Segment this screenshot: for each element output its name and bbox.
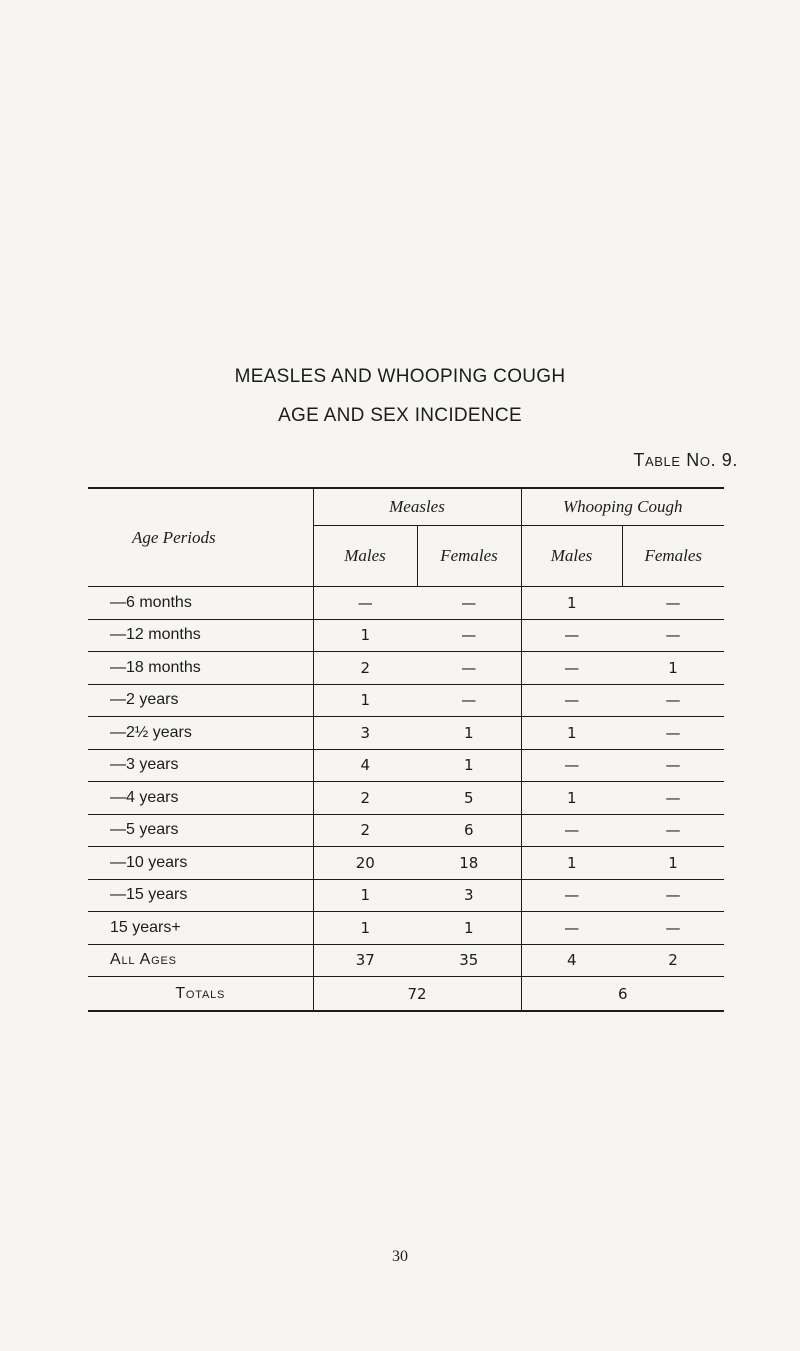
subtitle: AGE AND SEX INCIDENCE [278,405,522,426]
age-period-label: —2 years [88,684,313,717]
table-row [88,619,724,652]
whooping-males-cell: 1 [521,782,622,815]
whooping-females-cell: — [622,814,724,847]
age-period-label: All Ages [88,944,313,977]
measles-females-cell: 3 [417,879,521,912]
table-header-row [88,488,724,526]
measles-males-cell: 1 [313,619,417,652]
measles-females-cell: 1 [417,717,521,750]
whooping-cough-total: 6 [521,977,724,1012]
whooping-males-cell: 1 [521,717,622,750]
age-period-label: —15 years [88,879,313,912]
measles-females-cell: — [417,587,521,620]
age-period-label: —12 months [88,619,313,652]
measles-header: Measles [313,488,521,526]
measles-males-cell: 1 [313,684,417,717]
totals-label: Totals [88,977,313,1012]
whooping-males-cell: 4 [521,944,622,977]
age-period-label: 15 years+ [88,912,313,945]
measles-females-cell: 5 [417,782,521,815]
table-row [88,847,724,880]
whooping-females-cell: — [622,717,724,750]
age-period-label: —10 years [88,847,313,880]
whooping-cough-header: Whooping Cough [521,488,724,526]
whooping-males-cell: 1 [521,847,622,880]
whooping-females-cell: — [622,912,724,945]
whooping-females-cell: 1 [622,847,724,880]
table-row [88,652,724,685]
whooping-females-cell: — [622,749,724,782]
measles-females-cell: 35 [417,944,521,977]
measles-males-cell: 2 [313,782,417,815]
whooping-males-cell: — [521,652,622,685]
incidence-table [88,487,724,1012]
age-period-label: —18 months [88,652,313,685]
table-row [88,814,724,847]
measles-males-cell: 3 [313,717,417,750]
measles-males-cell: 4 [313,749,417,782]
table-row [88,587,724,620]
measles-males-cell: 20 [313,847,417,880]
table-row [88,912,724,945]
whooping-males-cell: — [521,814,622,847]
table-number: Table No. 9. [633,450,738,470]
whooping-males-cell: — [521,749,622,782]
measles-females-header: Females [417,526,521,587]
age-period-label: —6 months [88,587,313,620]
table-row [88,944,724,977]
age-period-label: —2½ years [88,717,313,750]
measles-females-cell: 1 [417,912,521,945]
totals-row [88,977,724,1012]
whooping-males-header: Males [521,526,622,587]
whooping-females-cell: 1 [622,652,724,685]
table-row [88,717,724,750]
measles-males-header: Males [313,526,417,587]
measles-females-cell: 1 [417,749,521,782]
whooping-males-cell: — [521,684,622,717]
measles-males-cell: 1 [313,912,417,945]
whooping-females-cell: — [622,782,724,815]
page-number: 30 [392,1248,408,1265]
measles-males-cell: 2 [313,652,417,685]
whooping-females-cell: — [622,684,724,717]
whooping-males-cell: — [521,879,622,912]
table-row [88,782,724,815]
whooping-females-cell: — [622,879,724,912]
whooping-females-cell: — [622,619,724,652]
whooping-females-header: Females [622,526,724,587]
age-period-label: —4 years [88,782,313,815]
age-periods-header: Age Periods [88,488,313,587]
age-period-label: —5 years [88,814,313,847]
main-title: MEASLES AND WHOOPING COUGH [234,366,566,387]
table-row [88,749,724,782]
whooping-males-cell: 1 [521,587,622,620]
whooping-males-cell: — [521,619,622,652]
measles-females-cell: 6 [417,814,521,847]
measles-females-cell: — [417,619,521,652]
measles-males-cell: 1 [313,879,417,912]
whooping-females-cell: — [622,587,724,620]
measles-males-cell: 2 [313,814,417,847]
table-row [88,879,724,912]
measles-females-cell: — [417,684,521,717]
measles-total: 72 [313,977,521,1012]
whooping-males-cell: — [521,912,622,945]
measles-females-cell: — [417,652,521,685]
whooping-females-cell: 2 [622,944,724,977]
age-period-label: —3 years [88,749,313,782]
measles-males-cell: — [313,587,417,620]
table-row [88,684,724,717]
measles-males-cell: 37 [313,944,417,977]
measles-females-cell: 18 [417,847,521,880]
